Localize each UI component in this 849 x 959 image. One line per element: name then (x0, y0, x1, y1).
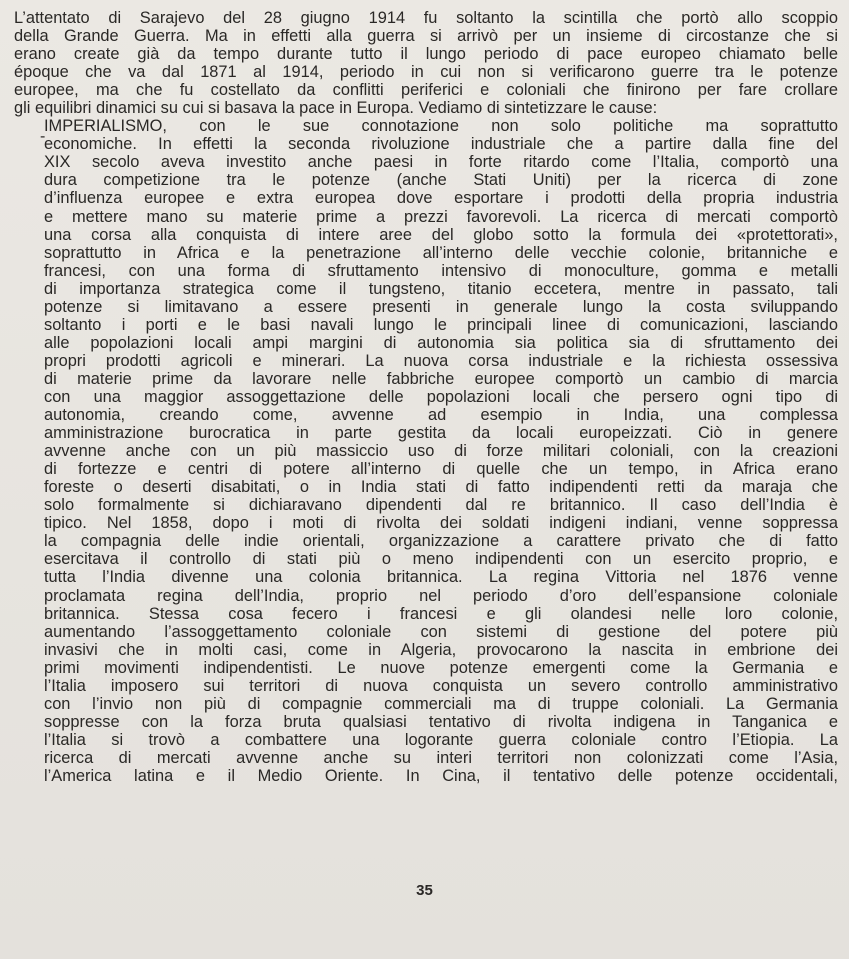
text-line: autonomia, creando come, avvenne ad esempio in India, una complessa (44, 406, 838, 425)
text-line: propri prodotti agricoli e minerari. La nuova corsa industriale e la richiesta ossessiva (44, 351, 838, 370)
text-line: di fortezze e centri di potere all’interno di quelle che un tempo, in Africa erano (44, 460, 838, 479)
text-line: époque che va dal 1871 al 1914, periodo in cui non si verificarono guerre tra le potenze (14, 63, 838, 82)
text-line: ricerca di mercati avvenne anche su interi territori non colonizzati come l’Asia, (44, 748, 838, 767)
text-line: invasivi che in molti casi, come in Algeria, provocarono la nascita in embrione dei (44, 640, 838, 659)
list-marker: - (40, 128, 46, 145)
text-line: britannica. Stessa cosa fecero i francesi e gli olandesi nelle loro colonie, (44, 604, 838, 623)
text-line: L’attentato di Sarajevo del 28 giugno 1914 fu soltanto la scintilla che portò allo scoppio (14, 9, 838, 27)
text-line: tipico. Nel 1858, dopo i moti di rivolta dei soldati indigeni indiani, venne soppressa (44, 514, 838, 533)
text-line: avvenne anche con un più massiccio uso di forze militari coloniali, con la creazioni (44, 442, 838, 461)
text-line: con una maggior assoggettazione delle popolazioni locali che persero ogni tipo di (44, 387, 838, 406)
text-line: una corsa alla conquista di intere aree del globo sotto la formula dei «protettorati», (44, 225, 838, 244)
text-line: di materie prime da lavorare nelle fabbriche europee comportò un cambio di marcia (44, 369, 838, 388)
text-line: amministrazione burocratica in parte gestita da locali europeizzati. Ciò in genere (44, 424, 838, 443)
text-line: della Grande Guerra. Ma in effetti alla guerra si arrivò per un insieme di circostanze che si (14, 27, 838, 46)
text-line: d’influenza europee e extra europea dove esportare i prodotti della propria industria (44, 189, 838, 208)
text-line: soppresse con la forza bruta qualsiasi tentativo di rivolta indigena in Tanganica e (44, 712, 838, 731)
text-line: tutta l’India divenne una colonia britannica. La regina Vittoria nel 1876 venne (44, 568, 838, 587)
text-line: economiche. In effetti la seconda rivoluzione industriale che a partire dalla fine del (44, 135, 838, 154)
text-line: l’Italia imposero sui territori di nuova conquista un severo controllo amministrativo (44, 676, 838, 695)
text-line: potenze si limitavano a essere presenti in generale lungo la costa sviluppando (44, 297, 838, 316)
text-line: con l’invio non più di compagnie commerciali ma di truppe coloniali. La Germania (44, 694, 838, 713)
text-line: primi movimenti indipendentisti. Le nuove potenze emergenti come la Germania e (44, 658, 838, 677)
text-line: di importanza strategica come il tungsteno, titanio eccetera, mentre in passato, tali (44, 279, 838, 298)
text-line: soprattutto in Africa e la penetrazione all’interno delle vecchie colonie, britanniche e (44, 243, 838, 262)
text-line: gli equilibri dinamici su cui si basava la pace in Europa. Vediamo di sintetizzare le cause: (14, 99, 658, 118)
text-line: alle popolazioni locali ampi margini di autonomia sia politica sia di sfruttamento dei (44, 333, 838, 352)
text-line: aumentando l’assoggettamento coloniale con sistemi di gestione del potere più (44, 622, 838, 641)
text-line: foreste o deserti disabitati, o in India stati di fatto indipendenti retti da maraja che (44, 478, 838, 497)
text-line: erano create già da tempo durante tutto il lungo periodo di pace europeo chiamato belle (14, 45, 838, 64)
text-line: esercitava il controllo di stati più o meno indipendenti con un esercito proprio, e (44, 550, 838, 569)
text-line: IMPERIALISMO, con le sue connotazione non solo politiche ma soprattutto (44, 117, 838, 136)
text-line: proclamata regina dell’India, proprio nel periodo d’oro dell’espansione coloniale (44, 586, 838, 605)
text-line: europee, ma che fu costellato da conflitti periferici e coloniali che finirono per fare crollare (14, 81, 838, 100)
body-text (14, 9, 838, 785)
text-line: soltanto i porti e le basi navali lungo le principali linee di comunicazioni, lasciando (44, 315, 838, 334)
text-line: dura competizione tra le potenze (anche Stati Uniti) per la ricerca di zone (44, 171, 838, 190)
page-number: 35 (416, 882, 433, 899)
text-line: l’Italia si trovò a combattere una logorante guerra coloniale contro l’Etiopia. La (44, 730, 838, 749)
text-line: l’America latina e il Medio Oriente. In Cina, il tentativo delle potenze occidentali, (44, 766, 838, 785)
text-line: francesi, con una forma di sfruttamento intensivo di monoculture, gomma e metalli (44, 261, 838, 280)
text-line: la compagnia delle indie orientali, organizzazione a carattere privato che di fatto (44, 532, 838, 551)
text-line: e mettere mano su materie prime a prezzi favorevoli. La ricerca di mercati comportò (44, 207, 838, 226)
text-line: solo formalmente si dichiaravano dipendenti dal re britannico. Il caso dell’India è (44, 496, 838, 515)
text-line: XIX secolo aveva investito anche paesi in forte ritardo come l’Italia, comportò una (44, 153, 838, 172)
